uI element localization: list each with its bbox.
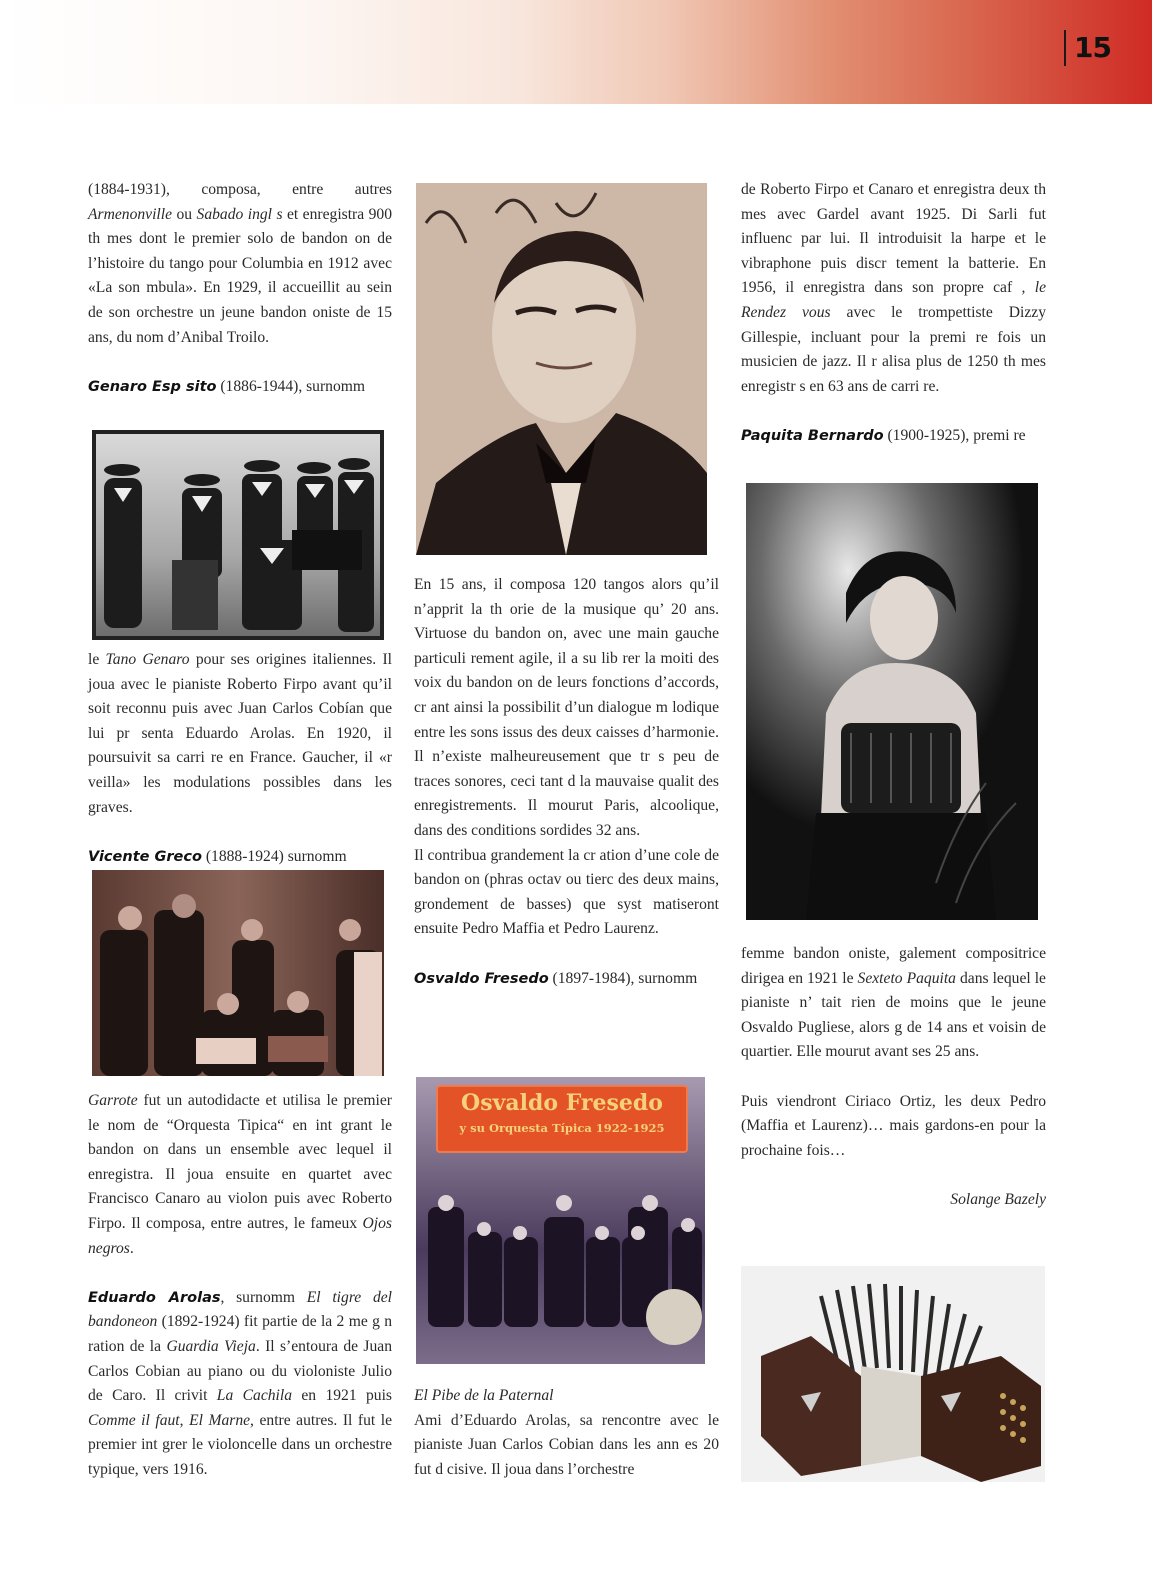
column-3-top (741, 178, 1046, 449)
heading-greco: Vicente Greco (1888-1924) surnomm (88, 847, 347, 865)
header-band (0, 0, 1152, 104)
column-2-body (414, 573, 719, 991)
column-1-top (88, 178, 392, 399)
column-1-greco (88, 1089, 392, 1483)
paragraph-arolas-continued: En 15 ans, il composa 120 tangos alors qu’il n’apprit la th orie de la musique qu’ 20 ans. Virtuose du bandon on, avec une main gauche particuli rement agile, il a su lib rer la moiti des voix du bandon on de leurs fonctions d’accords, cr ant ainsi la possibilit d’un dialogue m lodique entre les sons issus des deux caisses d’harmonie. Il n’existe malheureusement que tr s peu de traces sonores, ceci tant d la mauvaise qualit des enregistrements. Il mourut Paris, alcoolique, dans des conditions sordides 32 ans. (414, 576, 719, 839)
column-3-paquita (741, 942, 1046, 1213)
paragraph-greco: Garrote fut un autodidacte et utilisa le premier le nom de “Orquesta Tipica“ en int grant le bandon on dans un ensemble avec lequel il enregistra. Il joua ensuite en quartet avec Francisco Canaro au violon puis avec Roberto Firpo. Il composa, entre autres, le fameux Ojos negros. (88, 1092, 392, 1257)
paragraph-genaro: le Tano Genaro pour ses origines italiennes. Il joua avec le pianiste Roberto Firpo avant qu’il soit reconnu puis avec Juan Carlos Cobían que lui pr senta Eduardo Arolas. En 1920, il poursuivit sa carri re en France. Gaucher, il «r veilla» les modulations possibles dans les graves. (88, 651, 393, 816)
genaro-orchestra-photo (92, 430, 384, 640)
page-number: 15 (1064, 30, 1111, 66)
paragraph-fresedo: Ami d’Eduardo Arolas, sa rencontre avec le pianiste Juan Carlos Cobian dans les ann es 20 fut d cisive. Il joua dans l’orchestre (414, 1411, 719, 1478)
album-title-box (436, 1085, 688, 1153)
paragraph-arolas: Eduardo Arolas, surnomm El tigre del bandoneon (1892-1924) fit partie de la 2 me g n ration de la Guardia Vieja. Il s’entoura de Juan Carlos Cobian au piano ou du violoniste Julio de Caro. Il crivit La Cachila en 1921 puis Comme il faut, El Marne, entre autres. Il fut le premier int grer le violoncelle dans un orchestre typique, vers 1916. (88, 1288, 393, 1478)
bandoneon-photo (741, 1266, 1045, 1482)
album-title: Osvaldo Fresedo (461, 1090, 663, 1116)
column-1-genaro (88, 648, 392, 869)
author-signature: Solange Bazely (950, 1190, 1046, 1208)
greco-orchestra-photo (92, 870, 384, 1076)
paragraph-arolas-school: Il contribua grandement la cr ation d’une cole de bandon on (phras octav ou tierc des deux mains, grondement de basses) que syst matiseront ensuite Pedro Maffia et Pedro Laurenz. (414, 846, 719, 938)
arolas-portrait-photo (416, 183, 707, 555)
paragraph-closing: Puis viendront Ciriaco Ortiz, les deux Pedro (Maffia et Laurenz)… mais gardons-en pour la prochaine fois… (741, 1092, 1046, 1159)
paquita-portrait-photo (746, 483, 1038, 920)
fresedo-album-cover (416, 1077, 705, 1364)
fresedo-nickname: El Pibe de la Paternal (414, 1387, 554, 1404)
paragraph-ciriaco: (1884-1931), composa, entre autres Armenonville ou Sabado ingl s et enregistra 900 th mes dont le premier solo de bandon on de l’histoire du tango pour Columbia en 1912 avec «La son mbula». En 1929, il accueillit au sein de son orchestre un jeune bandon oniste de 15 ans, du nom d’Anibal Troilo. (88, 181, 393, 346)
paragraph-fresedo-continued: de Roberto Firpo et Canaro et enregistra deux th mes avec Gardel avant 1925. Di Sarli fut influenc par lui. Il introduisit la harpe et le vibraphone puis discr tement la batterie. En 1956, il enregistra dans son propre caf , le Rendez vous avec le trompettiste Dizzy Gillespie, incluant pour la premi re fois un musicien de jazz. Il r alisa plus de 1250 th mes enregistr s en 63 ans de carri re. (741, 181, 1046, 395)
column-2-fresedo (414, 1384, 719, 1482)
heading-paquita: Paquita Bernardo (1900-1925), premi re (741, 426, 1026, 444)
album-subtitle: y su Orquesta Típica 1922-1925 (459, 1121, 665, 1135)
paragraph-paquita: femme bandon oniste, galement compositrice dirigea en 1921 le Sexteto Paquita dans lequel le pianiste n’ tait rien de moins que le jeune Osvaldo Pugliese, alors g de 14 ans et voisin de quartier. Elle mourut avant ses 25 ans. (741, 945, 1046, 1061)
heading-genaro: Genaro Esp sito (1886-1944), surnomm (88, 377, 366, 395)
heading-fresedo: Osvaldo Fresedo (1897-1984), surnomm (414, 969, 698, 987)
